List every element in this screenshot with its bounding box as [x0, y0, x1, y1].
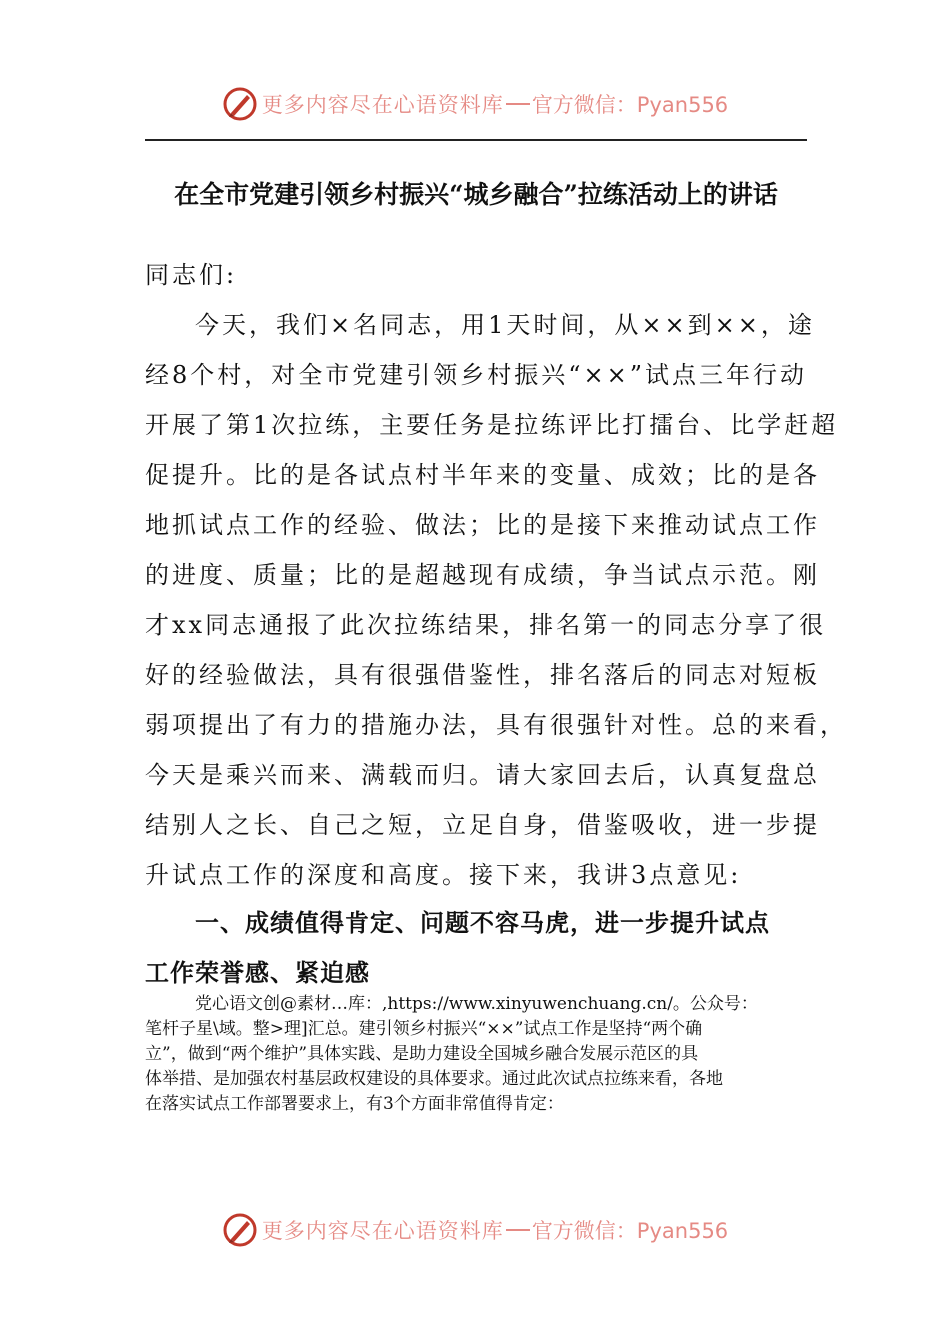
paragraph-line: 结别人之长、自己之短，立足自身，借鉴吸收，进一步提 — [145, 811, 820, 839]
footer-watermark-banner — [0, 1208, 950, 1252]
paragraph-line: 笔杆子星\域。整>理]汇总。建引领乡村振兴“××”试点工作是坚持“两个确 — [145, 1019, 703, 1039]
pen-logo-icon — [222, 1212, 258, 1248]
paragraph-line: 今天是乘兴而来、满载而归。请大家回去后，认真复盘总 — [145, 761, 820, 789]
heading-line: 一、成绩值得肯定、问题不容马虎，进一步提升试点 — [195, 909, 770, 937]
paragraph-line: 经8个村，对全市党建引领乡村振兴“××”试点三年行动 — [145, 361, 808, 389]
salutation: 同志们: — [145, 261, 238, 289]
paragraph-line: 党心语文创@素材…库：,https://www.xinyuwenchuang.cn/。公众号： — [195, 994, 758, 1014]
banner-suffix: 官方微信：Pyan556 — [531, 93, 729, 117]
section-paragraph — [145, 992, 807, 1117]
paragraph-line: 立”，做到“两个维护”具体实践、是助力建设全国城乡融合发展示范区的具 — [145, 1044, 699, 1064]
heading-line: 工作荣誉感、紧迫感 — [145, 959, 370, 987]
document-title: 在全市党建引领乡村振兴“城乡融合”拉练活动上的讲话 — [174, 180, 778, 209]
paragraph-line: 弱项提出了有力的措施办法，具有很强针对性。总的来看， — [145, 711, 847, 739]
pen-logo-icon — [222, 86, 258, 122]
banner-text: 更多内容尽在心语资料库 — [261, 93, 504, 117]
paragraph-line: 今天，我们×名同志，用1天时间，从××到××，途 — [195, 311, 815, 339]
header-rule — [145, 139, 807, 141]
banner-dash — [506, 103, 530, 105]
banner-suffix: 官方微信：Pyan556 — [531, 1219, 729, 1243]
paragraph-line: 地抓试点工作的经验、做法；比的是接下来推动试点工作 — [145, 511, 820, 539]
header-watermark-banner — [0, 82, 950, 126]
paragraph-line: 体举措、是加强农村基层政权建设的具体要求。通过此次试点拉练来看，各地 — [145, 1069, 723, 1089]
paragraph-line: 在落实试点工作部署要求上，有3个方面非常值得肯定： — [145, 1094, 564, 1114]
banner-dash — [506, 1229, 530, 1231]
paragraph-line: 才xx同志通报了此次拉练结果，排名第一的同志分享了很 — [145, 611, 827, 639]
paragraph-line: 促提升。比的是各试点村半年来的变量、成效；比的是各 — [145, 461, 820, 489]
paragraph-line: 升试点工作的深度和高度。接下来，我讲3点意见: — [145, 861, 742, 889]
section-heading-1 — [145, 898, 807, 998]
banner-text: 更多内容尽在心语资料库 — [261, 1219, 504, 1243]
paragraph-line: 好的经验做法，具有很强借鉴性，排名落后的同志对短板 — [145, 661, 820, 689]
speech-body — [145, 250, 847, 900]
paragraph-line: 的进度、质量；比的是超越现有成绩，争当试点示范。刚 — [145, 561, 820, 589]
paragraph-line: 开展了第1次拉练，主要任务是拉练评比打擂台、比学赶超 — [145, 411, 839, 439]
